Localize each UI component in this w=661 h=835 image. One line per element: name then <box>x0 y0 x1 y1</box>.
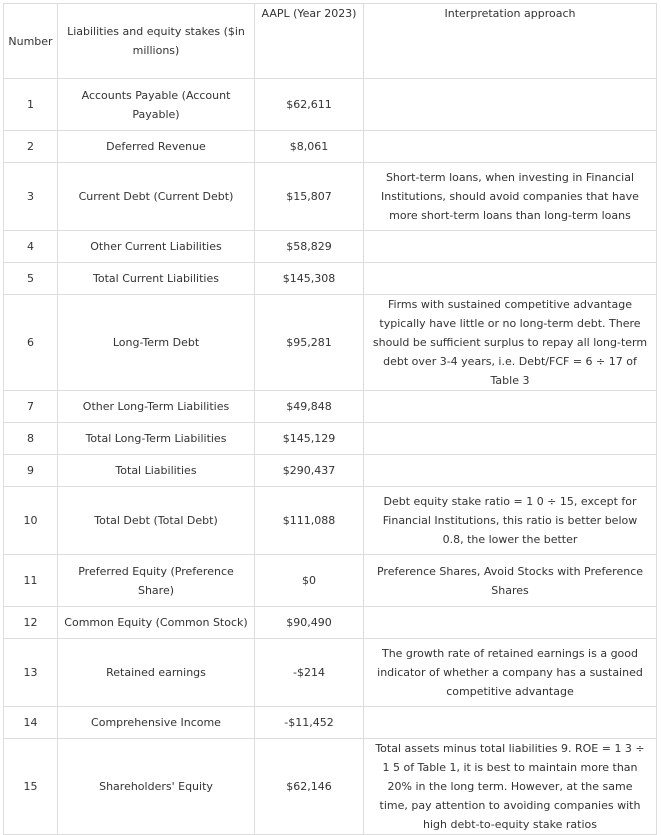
table-row <box>4 607 657 639</box>
row-note <box>364 263 657 295</box>
row-value: $62,146 <box>255 739 364 835</box>
row-number: 3 <box>4 163 58 231</box>
header-note: Interpretation approach <box>364 4 657 79</box>
row-number: 14 <box>4 707 58 739</box>
table-row <box>4 263 657 295</box>
row-item: Total Liabilities <box>58 455 255 487</box>
table-row <box>4 295 657 391</box>
row-note <box>364 423 657 455</box>
row-item: Current Debt (Current Debt) <box>58 163 255 231</box>
row-value: $8,061 <box>255 131 364 163</box>
row-value: $0 <box>255 555 364 607</box>
row-number: 13 <box>4 639 58 707</box>
header-item: Liabilities and equity stakes ($in millions) <box>58 4 255 79</box>
table-row <box>4 391 657 423</box>
table-row <box>4 131 657 163</box>
row-note: Short-term loans, when investing in Financial Institutions, should avoid companies that have more short-term loans than long-term loans <box>364 163 657 231</box>
table-row <box>4 555 657 607</box>
liabilities-equity-table <box>3 3 657 835</box>
table-row <box>4 455 657 487</box>
row-item: Preferred Equity (Preference Share) <box>58 555 255 607</box>
row-value: -$214 <box>255 639 364 707</box>
table-row <box>4 739 657 835</box>
row-number: 15 <box>4 739 58 835</box>
row-value: $95,281 <box>255 295 364 391</box>
row-value: $290,437 <box>255 455 364 487</box>
row-value: $58,829 <box>255 231 364 263</box>
row-item: Long-Term Debt <box>58 295 255 391</box>
row-value: $145,129 <box>255 423 364 455</box>
table-row <box>4 79 657 131</box>
table-row <box>4 423 657 455</box>
row-number: 2 <box>4 131 58 163</box>
row-value: $145,308 <box>255 263 364 295</box>
row-number: 1 <box>4 79 58 131</box>
row-note <box>364 391 657 423</box>
row-note: Firms with sustained competitive advantage typically have little or no long-term debt. There should be sufficient surplus to repay all long-term debt over 3-4 years, i.e. Debt/FCF = 6 ÷ 17 of Table 3 <box>364 295 657 391</box>
row-note: Total assets minus total liabilities 9. ROE = 1 3 ÷ 1 5 of Table 1, it is best to maintain more than 20% in the long term. However, at the same time, pay attention to avoiding companies with high debt-to-equity stake ratios <box>364 739 657 835</box>
row-number: 5 <box>4 263 58 295</box>
row-number: 9 <box>4 455 58 487</box>
row-item: Other Long-Term Liabilities <box>58 391 255 423</box>
table-row <box>4 231 657 263</box>
row-value: -$11,452 <box>255 707 364 739</box>
row-number: 7 <box>4 391 58 423</box>
row-note: The growth rate of retained earnings is a good indicator of whether a company has a sustained competitive advantage <box>364 639 657 707</box>
row-item: Shareholders' Equity <box>58 739 255 835</box>
header-number: Number <box>4 4 58 79</box>
header-value: AAPL (Year 2023) <box>255 4 364 79</box>
row-note <box>364 455 657 487</box>
row-item: Common Equity (Common Stock) <box>58 607 255 639</box>
row-value: $62,611 <box>255 79 364 131</box>
row-item: Total Current Liabilities <box>58 263 255 295</box>
row-number: 6 <box>4 295 58 391</box>
row-note <box>364 79 657 131</box>
row-note: Preference Shares, Avoid Stocks with Preference Shares <box>364 555 657 607</box>
row-item: Other Current Liabilities <box>58 231 255 263</box>
row-note <box>364 131 657 163</box>
row-number: 4 <box>4 231 58 263</box>
row-note: Debt equity stake ratio = 1 0 ÷ 15, except for Financial Institutions, this ratio is better below 0.8, the lower the better <box>364 487 657 555</box>
row-item: Retained earnings <box>58 639 255 707</box>
row-value: $90,490 <box>255 607 364 639</box>
row-item: Comprehensive Income <box>58 707 255 739</box>
row-note <box>364 231 657 263</box>
row-number: 12 <box>4 607 58 639</box>
row-item: Total Long-Term Liabilities <box>58 423 255 455</box>
row-number: 8 <box>4 423 58 455</box>
row-number: 11 <box>4 555 58 607</box>
row-value: $15,807 <box>255 163 364 231</box>
table-row <box>4 639 657 707</box>
row-value: $49,848 <box>255 391 364 423</box>
row-item: Total Debt (Total Debt) <box>58 487 255 555</box>
row-note <box>364 607 657 639</box>
row-value: $111,088 <box>255 487 364 555</box>
row-item: Accounts Payable (Account Payable) <box>58 79 255 131</box>
table-row <box>4 707 657 739</box>
row-number: 10 <box>4 487 58 555</box>
table-row <box>4 487 657 555</box>
table-row <box>4 163 657 231</box>
row-note <box>364 707 657 739</box>
row-item: Deferred Revenue <box>58 131 255 163</box>
header-row <box>4 4 657 79</box>
